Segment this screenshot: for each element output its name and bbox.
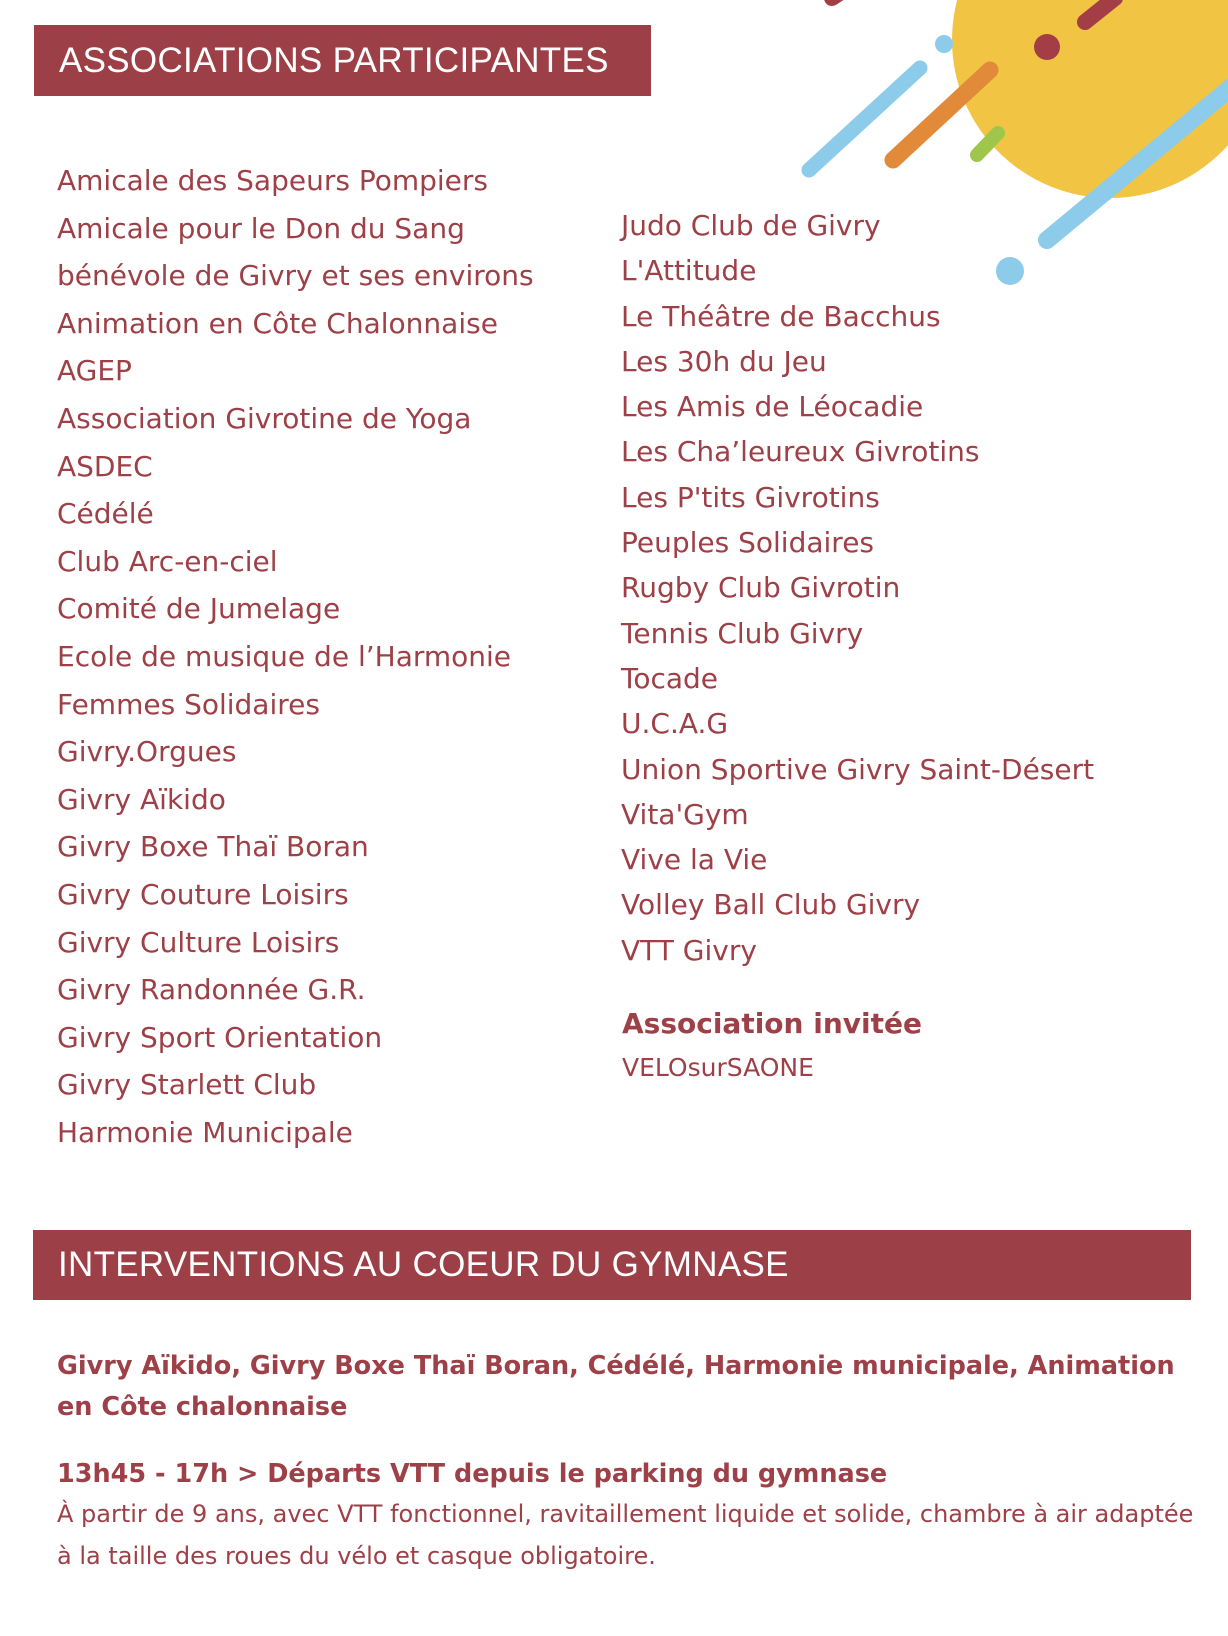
- list-item: Givry Sport Orientation: [57, 1020, 383, 1054]
- guest-association-heading: Association invitée: [622, 1007, 922, 1040]
- blue-dot-top: [935, 35, 953, 53]
- associations-list-right: [621, 203, 1094, 973]
- list-item: bénévole de Givry et ses environs: [57, 259, 534, 293]
- list-item: Le Théâtre de Bacchus: [621, 299, 941, 333]
- list-item: Les 30h du Jeu: [621, 344, 827, 378]
- list-item: Givry Culture Loisirs: [57, 925, 340, 959]
- list-item: Harmonie Municipale: [57, 1115, 353, 1149]
- list-item: Union Sportive Givry Saint-Désert: [621, 752, 1095, 786]
- guest-association-name: VELOsurSAONE: [622, 1053, 814, 1082]
- list-item: Givry.Orgues: [57, 735, 237, 769]
- list-item: Amicale pour le Don du Sang: [57, 211, 465, 245]
- associations-list-left: [57, 157, 534, 1156]
- list-item: Givry Randonnée G.R.: [57, 973, 366, 1007]
- list-item: Comité de Jumelage: [57, 592, 341, 626]
- interventions-participants: Givry Aïkido, Givry Boxe Thaï Boran, Cédélé, Harmonie municipale, Animation en Côte chalonnaise: [57, 1351, 1175, 1422]
- list-item: Association Givrotine de Yoga: [57, 401, 472, 435]
- list-item: Givry Aïkido: [57, 782, 226, 816]
- list-item: Les P'tits Givrotins: [621, 480, 880, 514]
- list-item: Givry Boxe Thaï Boran: [57, 830, 369, 864]
- list-item: Tocade: [621, 661, 719, 695]
- list-item: Amicale des Sapeurs Pompiers: [57, 164, 489, 197]
- list-item: Ecole de musique de l’Harmonie: [57, 639, 512, 673]
- yellow-sun: [952, 0, 1228, 198]
- section-title-associations: ASSOCIATIONS PARTICIPANTES: [59, 40, 609, 80]
- list-item: U.C.A.G: [621, 707, 729, 741]
- list-item: Givry Couture Loisirs: [57, 877, 349, 911]
- list-item: L'Attitude: [621, 254, 757, 288]
- green-stroke: [977, 133, 998, 155]
- list-item: Cédélé: [57, 497, 154, 531]
- list-item: AGEP: [57, 354, 132, 388]
- list-item: Peuples Solidaires: [621, 526, 875, 560]
- section-banner-interventions: [33, 1230, 1191, 1300]
- list-item: Club Arc-en-ciel: [57, 544, 278, 578]
- list-item: Givry Starlett Club: [57, 1068, 317, 1102]
- maroon-dot: [1034, 34, 1060, 60]
- vtt-description: À partir de 9 ans, avec VTT fonctionnel, ravitaillement liquide et solide, chambre à air adaptée à la taille des roues du vélo et casque obligatoire.: [57, 1500, 1194, 1570]
- list-item: Vive la Vie: [621, 843, 768, 877]
- list-item: ASDEC: [57, 449, 153, 483]
- section-banner-associations: [34, 25, 651, 96]
- list-item: Tennis Club Givry: [621, 616, 864, 650]
- list-item: Judo Club de Givry: [621, 209, 881, 242]
- list-item: Animation en Côte Chalonnaise: [57, 306, 498, 340]
- list-item: Rugby Club Givrotin: [621, 571, 901, 605]
- list-item: VTT Givry: [621, 933, 757, 967]
- list-item: Femmes Solidaires: [57, 687, 320, 721]
- list-item: Les Cha’leureux Givrotins: [621, 435, 980, 469]
- vtt-schedule-title: 13h45 - 17h > Départs VTT depuis le parking du gymnase: [57, 1459, 888, 1489]
- list-item: Vita'Gym: [621, 797, 749, 831]
- list-item: Volley Ball Club Givry: [621, 888, 921, 922]
- list-item: Les Amis de Léocadie: [621, 390, 924, 424]
- section-title-interventions: INTERVENTIONS AU COEUR DU GYMNASE: [58, 1245, 789, 1284]
